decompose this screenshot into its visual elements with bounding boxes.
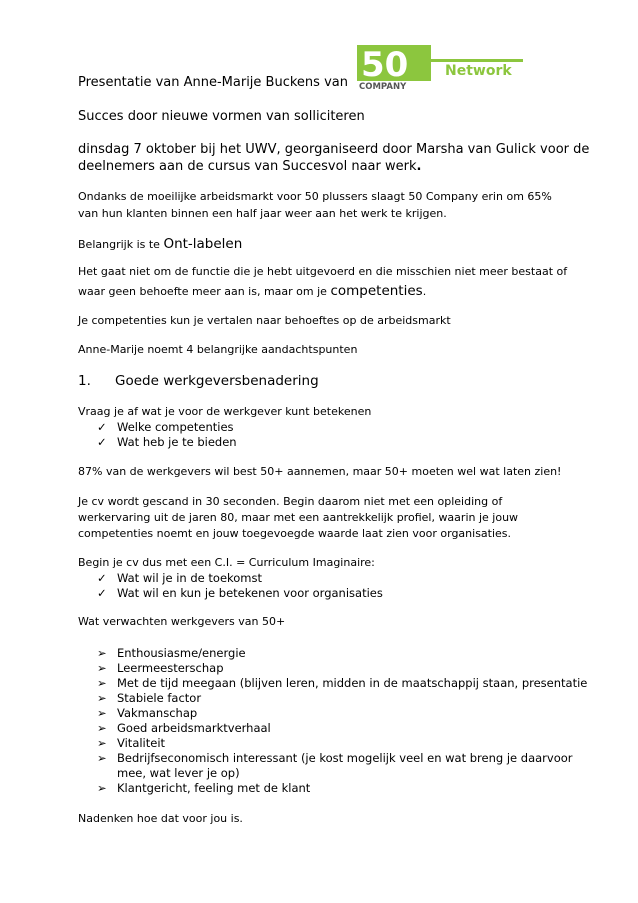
arrow-item: ➢ Bedrijfseconomisch interessant (je kost mogelijk veel en wat breng je daarvoor: [97, 751, 573, 765]
important-line: Belangrijk is te Ont-labelen: [78, 236, 243, 252]
logo-network: Network: [445, 63, 512, 79]
check-item: ✓ Welke competenties: [97, 420, 234, 434]
arrow-icon: ➢: [97, 736, 107, 750]
logo-number: 50: [361, 45, 409, 85]
ci-line: Begin je cv dus met een C.I. = Curriculum Imaginaire:: [78, 556, 375, 569]
arrow-icon: ➢: [97, 751, 107, 765]
check-icon: ✓: [97, 435, 107, 449]
check-item: ✓ Wat wil en kun je betekenen voor organisaties: [97, 586, 383, 600]
company-logo: [357, 45, 527, 90]
arrow-item: ➢ Leermeesterschap: [97, 661, 224, 675]
arrow-icon: ➢: [97, 646, 107, 660]
arrow-icon: ➢: [97, 781, 107, 795]
paragraph-1-line-2: van hun klanten binnen een half jaar weer aan het werk te krijgen.: [78, 207, 447, 220]
arrow-item: ➢ Vakmanschap: [97, 706, 198, 720]
arrow-icon: ➢: [97, 721, 107, 735]
arrow-item: ➢ Enthousiasme/energie: [97, 646, 246, 660]
stat-line: 87% van de werkgevers wil best 50+ aannemen, maar 50+ moeten wel wat laten zien!: [78, 465, 562, 478]
cv-line-3: competenties noemt en jouw toegevoegde waarde laat zien voor organisaties.: [78, 527, 512, 540]
section-heading: [78, 373, 319, 389]
arrow-icon: ➢: [97, 661, 107, 675]
paragraph-2-line-2: waar geen behoefte meer aan is, maar om je competenties.: [78, 283, 427, 299]
closing-line: Nadenken hoe dat voor jou is.: [78, 812, 243, 825]
cv-line-1: Je cv wordt gescand in 30 seconden. Begin daarom niet met een opleiding of: [78, 495, 503, 508]
arrow-item-continued: mee, wat lever je op): [117, 766, 240, 780]
check-icon: ✓: [97, 420, 107, 434]
check-icon: ✓: [97, 586, 107, 600]
important-word: Ont-labelen: [163, 236, 243, 252]
arrow-icon: ➢: [97, 691, 107, 705]
check-item: ✓ Wat heb je te bieden: [97, 435, 237, 449]
expect-line: Wat verwachten werkgevers van 50+: [78, 615, 286, 628]
logo-company: COMPANY: [359, 82, 407, 90]
section-number: 1.: [78, 373, 91, 389]
arrow-icon: ➢: [97, 676, 107, 690]
check-item: ✓ Wat wil je in de toekomst: [97, 571, 263, 585]
title-line: Presentatie van Anne-Marije Buckens van: [78, 75, 348, 90]
date-line-2: deelnemers aan de cursus van Succesvol naar werk.: [78, 159, 422, 174]
arrow-item: ➢ Klantgericht, feeling met de klant: [97, 781, 311, 795]
section-title: Goede werkgeversbenadering: [115, 373, 319, 389]
date-line-1: dinsdag 7 oktober bij het UWV, georganiseerd door Marsha van Gulick voor de: [78, 142, 590, 157]
arrow-item: ➢ Stabiele factor: [97, 691, 202, 705]
arrow-icon: ➢: [97, 706, 107, 720]
question-line: Vraag je af wat je voor de werkgever kunt betekenen: [78, 405, 372, 418]
check-icon: ✓: [97, 571, 107, 585]
paragraph-2-line-1: Het gaat niet om de functie die je hebt uitgevoerd en die misschien niet meer bestaat of: [78, 265, 568, 278]
cv-line-2: werkervaring uit de jaren 80, maar met een aantrekkelijk profiel, waarin je jouw: [78, 511, 519, 524]
subtitle: Succes door nieuwe vormen van solliciteren: [78, 109, 365, 124]
arrow-item: ➢ Met de tijd meegaan (blijven leren, midden in de maatschappij staan, presentatie: [97, 676, 588, 690]
arrow-item: ➢ Vitaliteit: [97, 736, 166, 750]
paragraph-3: Je competenties kun je vertalen naar behoeftes op de arbeidsmarkt: [78, 314, 451, 327]
paragraph-4: Anne-Marije noemt 4 belangrijke aandachtspunten: [78, 343, 358, 356]
paragraph-1-line-1: Ondanks de moeilijke arbeidsmarkt voor 50 plussers slaagt 50 Company erin om 65%: [78, 190, 552, 203]
arrow-item: ➢ Goed arbeidsmarktverhaal: [97, 721, 271, 735]
